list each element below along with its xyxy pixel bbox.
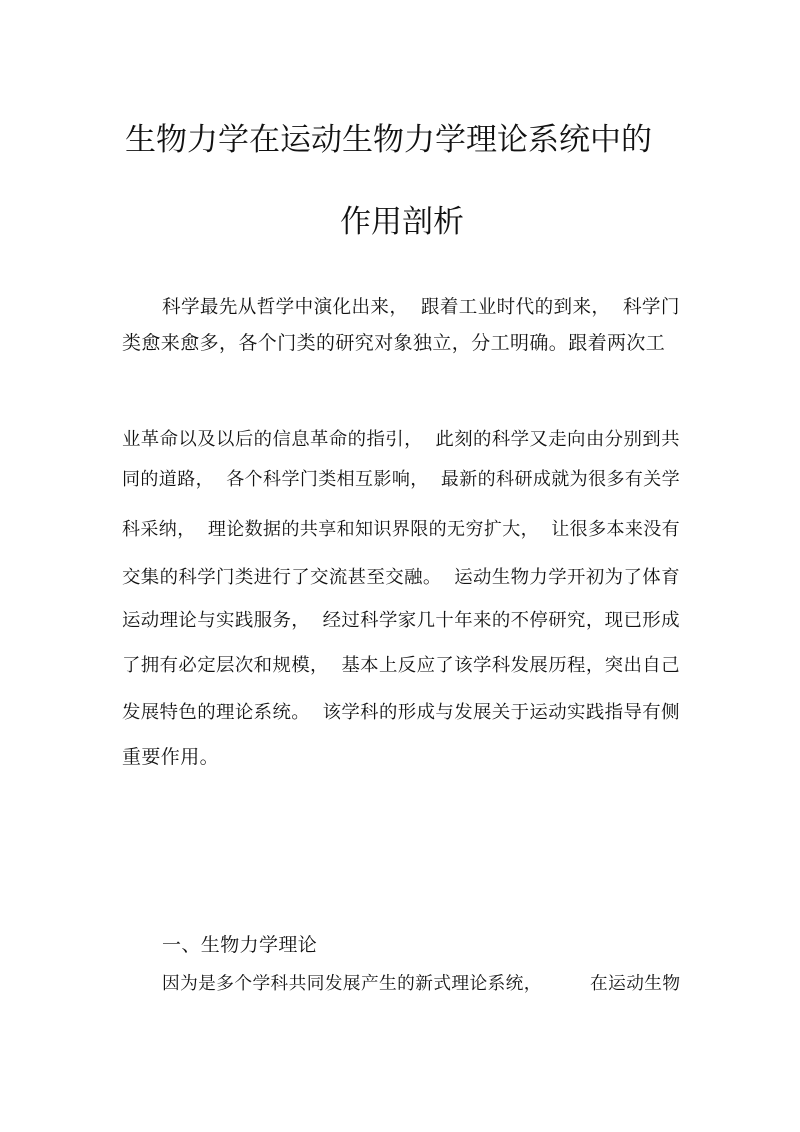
document-title-line-1: 生物力学在运动生物力学理论系统中的 xyxy=(125,122,652,158)
paragraph-2-line-7: 发展特色的理论系统。 该学科的形成与发展关于运动实践指导有侧 xyxy=(122,702,680,723)
document-title-line-2: 作用剖析 xyxy=(340,204,464,240)
paragraph-1-line-1: 科学最先从哲学中演化出来， 跟着工业时代的到来， 科学门 xyxy=(162,297,680,318)
paragraph-1-line-2: 类愈来愈多，各个门类的研究对象独立，分工明确。跟着两次工 xyxy=(122,332,666,354)
paragraph-2-line-8: 重要作用。 xyxy=(122,746,220,768)
paragraph-2-line-2: 同的道路， 各个科学门类相互影响， 最新的科研成就为很多有关学 xyxy=(122,469,681,490)
section-1-first-line: 因为是多个学科共同发展产生的新式理论系统， 在运动生物 xyxy=(162,974,681,994)
paragraph-2-line-5: 运动理论与实践服务， 经过科学家几十年来的不停研究，现已形成 xyxy=(122,610,680,631)
paragraph-2-line-3: 科采纳， 理论数据的共享和知识界限的无穷扩大， 让很多本来没有 xyxy=(122,519,681,540)
paragraph-2-line-1: 业革命以及以后的信息革命的指引， 此刻的科学又走向由分别到共 xyxy=(122,429,680,450)
section-1-heading: 一、生物力学理论 xyxy=(162,934,318,956)
paragraph-2-line-6: 了拥有必定层次和规模， 基本上反应了该学科发展历程，突出自己 xyxy=(122,655,680,676)
paragraph-2-line-4: 交集的科学门类进行了交流甚至交融。 运动生物力学开初为了体育 xyxy=(122,567,680,588)
